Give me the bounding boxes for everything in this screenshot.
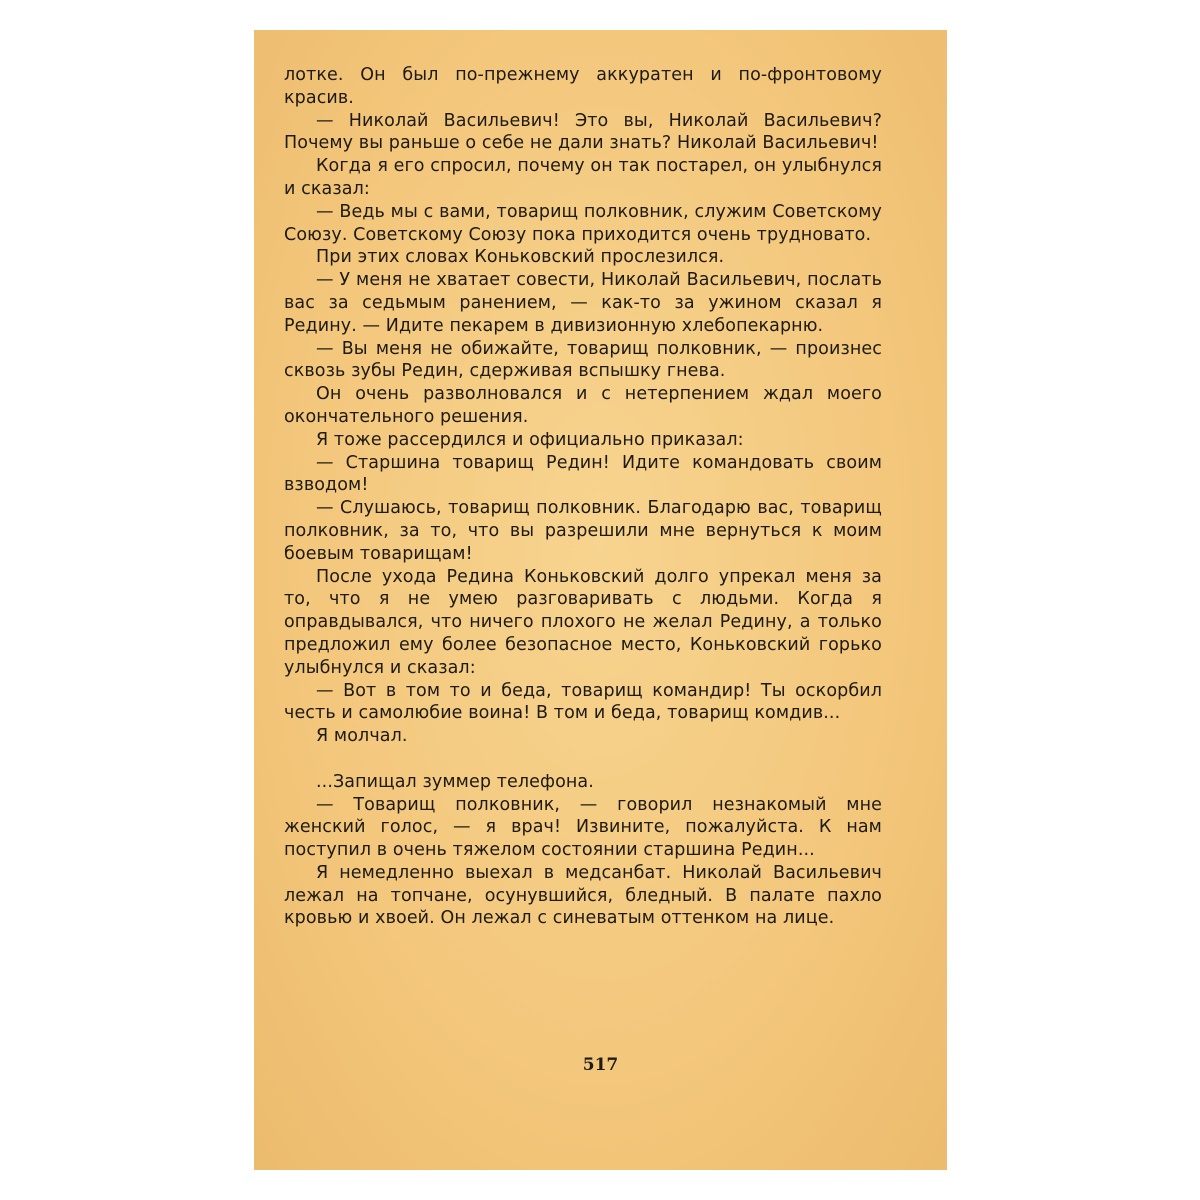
paragraph-7: — Вы меня не обижайте, товарищ полковник, — произнес сквозь зубы Редин, сдерживая вспышку гнева. bbox=[284, 338, 882, 382]
page-number: 517 bbox=[582, 1055, 619, 1075]
paragraph-10: — Старшина товарищ Редин! Идите командовать своим взводом! bbox=[284, 452, 882, 496]
paragraph-14: Я молчал. bbox=[316, 726, 408, 747]
paragraph-11: — Слушаюсь, товарищ полковник. Благодарю вас, товарищ полковник, за то, что вы разрешили мне вернуться к моим боевым товарищам! bbox=[284, 498, 882, 564]
page-text bbox=[284, 64, 882, 930]
paragraph-13: — Вот в том то и беда, товарищ командир! Ты оскорбил честь и самолюбие воина! В том и беда, товарищ комдив... bbox=[284, 680, 882, 724]
paragraph-17: Я немедленно выехал в медсанбат. Николай Васильевич лежал на топчане, осунувшийся, бледный. В палате пахло кровью и хвоей. Он лежал с синеватым оттенком на лице. bbox=[284, 862, 882, 929]
paragraph-6: — У меня не хватает совести, Николай Васильевич, послать вас за седьмым ранением, — как-то за ужином сказал я Редину. — Идите пекарем в дивизионную хлебопекарню. bbox=[284, 270, 882, 336]
paragraph-16: — Товарищ полковник, — говорил незнакомый мне женский голос, — я врач! Извините, пожалуйста. К нам поступил в очень тяжелом состоянии старшина Редин... bbox=[284, 794, 882, 861]
paragraph-12: После ухода Редина Коньковский долго упрекал меня за то, что я не умею разговаривать с людьми. Когда я оправдывался, что ничего плохого не желал Редину, а только предложил ему более безопасное место, Коньковский горько улыбнулся и сказал: bbox=[284, 566, 882, 678]
paragraph-4: — Ведь мы с вами, товарищ полковник, служим Советскому Союзу. Советскому Союзу пока приходится очень трудновато. bbox=[284, 201, 882, 245]
paragraph-3: Когда я его спросил, почему он так постарел, он улыбнулся и сказал: bbox=[284, 156, 882, 199]
paragraph-9: Я тоже рассердился и официально приказал: bbox=[316, 429, 744, 450]
paragraph-15: ...Запищал зуммер телефона. bbox=[316, 771, 594, 792]
paragraph-2: — Николай Васильевич! Это вы, Николай Васильевич? Почему вы раньше о себе не дали знать? Николай Васильевич! bbox=[284, 110, 882, 154]
book-page bbox=[254, 30, 947, 1170]
paragraph-8: Он очень разволновался и с нетерпением ждал моего окончательного решения. bbox=[284, 384, 882, 427]
paragraph-5: При этих словах Коньковский прослезился. bbox=[316, 247, 725, 268]
paragraph-1: лотке. Он был по-прежнему аккуратен и по-фронтовому красив. bbox=[284, 65, 882, 108]
